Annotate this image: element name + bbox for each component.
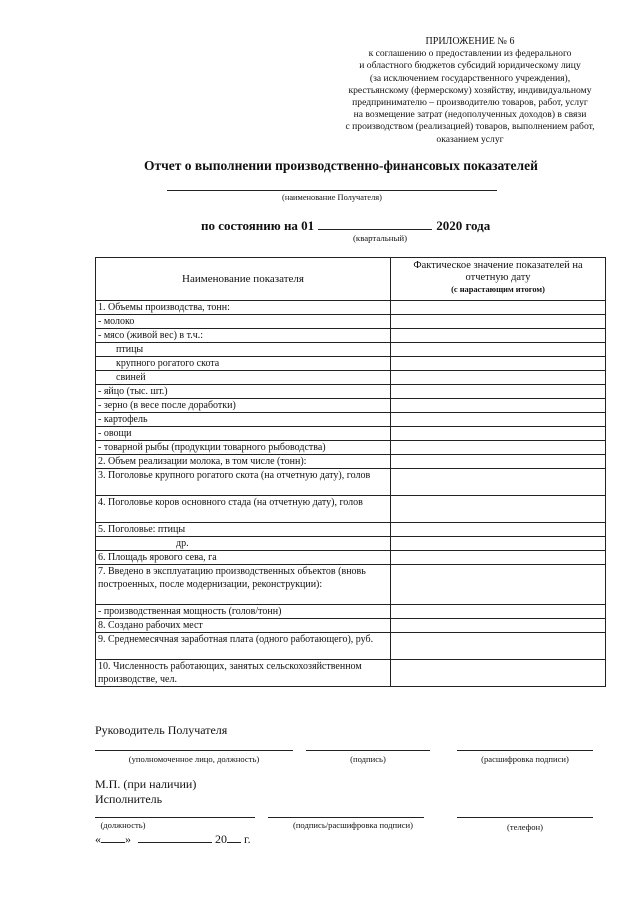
quarterly-caption: (квартальный) [352,233,408,243]
row-label: - зерно (в весе после доработки) [96,399,391,413]
row-value-cell[interactable] [391,469,606,496]
date-year-field[interactable] [227,831,241,843]
date-month-field[interactable] [138,831,212,843]
appendix-line: на возмещение затрат (недополученных доходов) в связи [353,109,587,121]
executor-position-field[interactable] [95,817,255,818]
header-indicator-name: Наименование показателя [96,258,391,301]
row-label: др. [96,537,391,551]
row-value-cell[interactable] [391,565,606,605]
cap-position: (должность) [100,820,146,830]
table-row [96,605,606,619]
as-of-line [201,218,490,234]
row-value-cell[interactable] [391,551,606,565]
row-value-cell[interactable] [391,523,606,537]
head-title: Руководитель Получателя [95,723,228,737]
table-row [96,469,606,496]
table-row [96,315,606,329]
row-value-cell[interactable] [391,455,606,469]
table-row [96,551,606,565]
row-value-cell[interactable] [391,413,606,427]
row-value-cell[interactable] [391,633,606,660]
table-row [96,496,606,523]
table-row [96,427,606,441]
row-value-cell[interactable] [391,343,606,357]
head-decode-field[interactable] [457,750,593,751]
appendix-line: оказанием услуг [436,133,504,145]
date-quote-close: » [125,832,131,846]
as-of-prefix: по состоянию на 01 [201,218,315,233]
executor-title: Исполнитель [95,792,163,806]
indicators-table [95,257,606,687]
header-cumulative-note: (с нарастающим итогом) [451,285,545,294]
appendix-title: ПРИЛОЖЕНИЕ № 6 [425,36,515,47]
row-label: 7. Введено в эксплуатацию производственных объектов (вновь построенных, после модернизации, реконструкции): [96,565,391,605]
table-row [96,619,606,633]
row-label: 5. Поголовье: птицы [96,523,391,537]
table-row [96,399,606,413]
date-line [95,831,251,847]
table-row [96,301,606,315]
row-label: 8. Создано рабочих мест [96,619,391,633]
row-value-cell[interactable] [391,371,606,385]
date-quote-open: « [95,832,101,846]
report-title: Отчет о выполнении производственно-финансовых показателей [144,158,538,173]
recipient-caption: (наименование Получателя) [282,193,382,202]
appendix-line: (за исключением государственного учреждения), [369,72,571,84]
cap-signature: (подпись) [350,754,386,764]
row-label: - мясо (живой вес) в т.ч.: [96,329,391,343]
as-of-month-field[interactable] [318,218,432,230]
row-label: - яйцо (тыс. шт.) [96,385,391,399]
table-row [96,385,606,399]
row-label: 4. Поголовье коров основного стада (на отчетную дату), голов [96,496,391,523]
date-suffix: г. [244,832,251,846]
table-row [96,565,606,605]
seal-note: М.П. (при наличии) [95,777,197,791]
executor-phone-field[interactable] [457,817,593,818]
appendix-line: и областного бюджетов субсидий юридическому лицу [359,60,581,72]
row-label: 2. Объем реализации молока, в том числе (тонн): [96,455,391,469]
row-label: - картофель [96,413,391,427]
table-row [96,329,606,343]
row-label: крупного рогатого скота [96,357,391,371]
table-row [96,523,606,537]
table-row [96,357,606,371]
row-value-cell[interactable] [391,399,606,413]
table-row [96,343,606,357]
row-label: свиней [96,371,391,385]
table-row [96,455,606,469]
row-label: 3. Поголовье крупного рогатого скота (на отчетную дату), голов [96,469,391,496]
row-label: птицы [96,343,391,357]
row-value-cell[interactable] [391,301,606,315]
row-label: 1. Объемы производства, тонн: [96,301,391,315]
table-row [96,537,606,551]
row-value-cell[interactable] [391,427,606,441]
as-of-suffix: 2020 года [436,218,491,233]
row-value-cell[interactable] [391,605,606,619]
appendix-line: крестьянскому (фермерскому) хозяйству, индивидуальному [348,84,592,96]
table-row [96,371,606,385]
appendix-line: с производством (реализацией) товаров, выполнением работ, [345,121,595,133]
executor-signature-field[interactable] [268,817,424,818]
appendix-line: предпринимателю – производителю товаров, работ, услуг [352,97,588,109]
table-header-row [96,258,606,301]
row-label: 6. Площадь ярового сева, га [96,551,391,565]
date-year-prefix: 20 [215,832,227,846]
header-actual-value [391,258,606,301]
row-value-cell[interactable] [391,619,606,633]
table-row [96,660,606,687]
cap-sign-decode: (подпись/расшифровка подписи) [292,820,414,830]
row-value-cell[interactable] [391,496,606,523]
row-label: 10. Численность работающих, занятых сельскохозяйственном производстве, чел. [96,660,391,687]
row-label: - молоко [96,315,391,329]
row-value-cell[interactable] [391,660,606,687]
cap-person: (уполномоченное лицо, должность) [128,754,260,764]
head-signature-field[interactable] [306,750,430,751]
recipient-name-field[interactable] [167,190,497,191]
table-row [96,413,606,427]
header-actual-value-text: Фактическое значение показателей на отчетную дату [413,260,583,283]
appendix-line: к соглашению о предоставлении из федерального [368,48,572,60]
head-person-field[interactable] [95,750,293,751]
row-value-cell[interactable] [391,385,606,399]
row-label: 9. Среднемесячная заработная плата (одного работающего), руб. [96,633,391,660]
row-value-cell[interactable] [391,357,606,371]
appendix-block [300,36,640,146]
table-row [96,441,606,455]
row-value-cell[interactable] [391,315,606,329]
cap-decode: (расшифровка подписи) [481,754,569,764]
row-label: - производственная мощность (голов/тонн) [96,605,391,619]
row-label: - овощи [96,427,391,441]
row-value-cell[interactable] [391,329,606,343]
row-value-cell[interactable] [391,441,606,455]
date-day-field[interactable] [101,831,125,843]
row-value-cell[interactable] [391,537,606,551]
cap-phone: (телефон) [507,822,543,832]
table-row [96,633,606,660]
row-label: - товарной рыбы (продукции товарного рыбоводства) [96,441,391,455]
